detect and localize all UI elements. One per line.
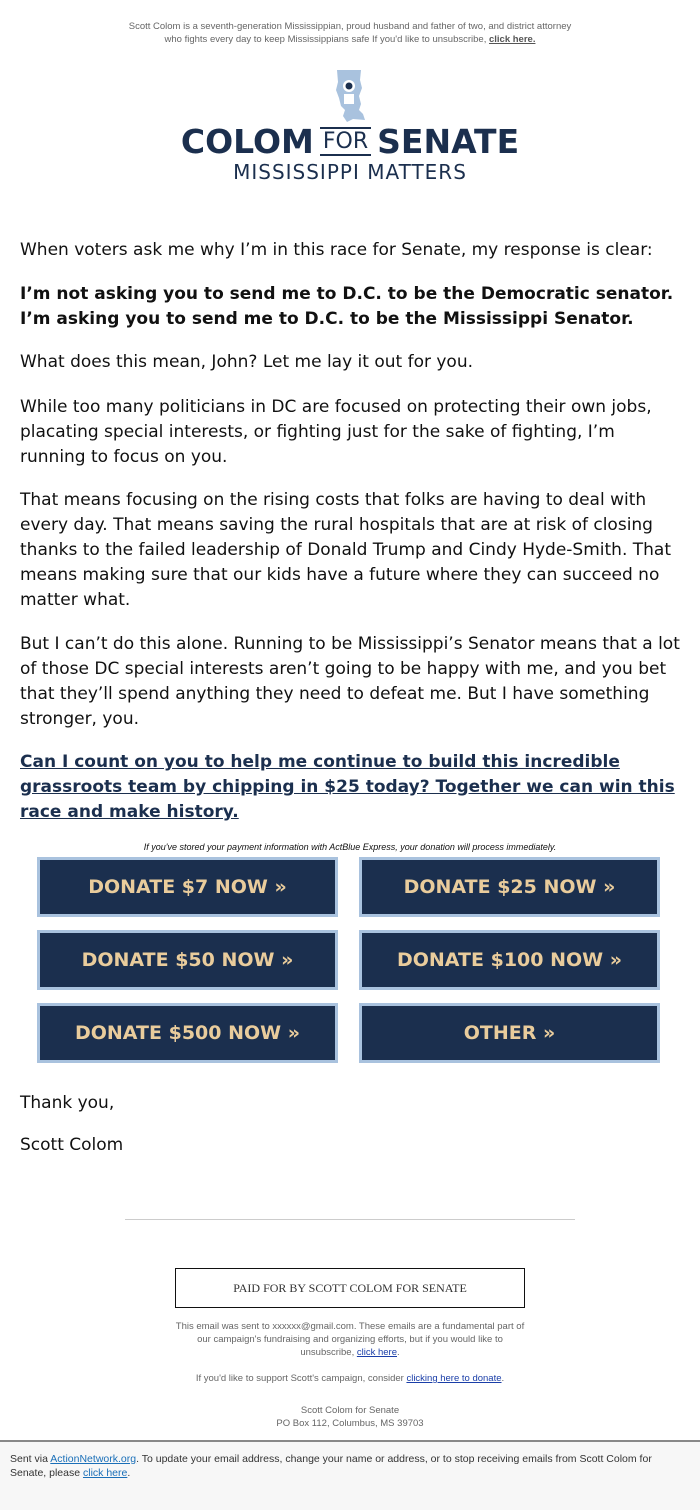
action-network-text: [10, 1452, 690, 1480]
logo-for: FOR: [320, 127, 371, 156]
paid-for-box: PAID FOR BY SCOTT COLOM FOR SENATE: [175, 1268, 525, 1308]
mississippi-state-icon: [333, 70, 367, 122]
footer-org-name: Scott Colom for Senate: [300, 1405, 400, 1416]
logo-senate: SENATE: [377, 122, 520, 161]
signoff-name: Scott Colom: [20, 1135, 124, 1155]
preheader-unsubscribe-link[interactable]: click here.: [488, 34, 536, 45]
paragraph-2-bold: I’m not asking you to send me to D.C. to be the Democratic senator. I’m asking you to send me to D.C. to be the Mississippi Senator.: [20, 284, 674, 329]
bottom-period: .: [127, 1467, 131, 1479]
footer-period: .: [397, 1347, 400, 1358]
signoff-thanks: Thank you,: [20, 1093, 115, 1113]
donate-7-button[interactable]: DONATE $7 NOW »: [37, 857, 338, 917]
action-network-link[interactable]: ActionNetwork.org: [50, 1453, 137, 1465]
donate-25-button[interactable]: DONATE $25 NOW »: [359, 857, 660, 917]
actblue-note: If you've stored your payment information with ActBlue Express, your donation will process immediately.: [143, 842, 557, 852]
preheader: [120, 20, 580, 46]
logo-colom: COLOM: [180, 122, 314, 161]
footer-address-block: [175, 1404, 525, 1430]
footer-donate-link[interactable]: clicking here to donate: [406, 1373, 502, 1384]
footer-org-address: PO Box 112, Columbus, MS 39703: [276, 1418, 424, 1429]
donate-100-button[interactable]: DONATE $100 NOW »: [359, 930, 660, 990]
bottom-prefix: Sent via: [10, 1453, 48, 1465]
bottom-manage-link[interactable]: click here: [82, 1467, 128, 1479]
action-network-footer: [0, 1440, 700, 1510]
donate-500-button[interactable]: DONATE $500 NOW »: [37, 1003, 338, 1063]
logo-title: [0, 122, 700, 161]
footer-support-text: If you'd like to support Scott's campaign, consider: [195, 1373, 404, 1384]
footer-sent-to-text: This email was sent to xxxxxx@gmail.com. These emails are a fundamental part of our campaign's fundraising and organizing efforts, but if you would like to unsubscribe,: [175, 1321, 525, 1358]
cta-paragraph: [20, 750, 682, 825]
footer-period: .: [501, 1373, 505, 1384]
paragraph-4: While too many politicians in DC are focused on protecting their own jobs, placating special interests, or fighting just for the sake of fighting, I’m running to focus on you.: [20, 397, 652, 467]
campaign-logo: [0, 70, 700, 190]
bottom-text: . To update your email address, change your name or address, or to stop receiving emails from Scott Colom for Senate, please: [10, 1453, 652, 1479]
footer-sent-to: [175, 1320, 525, 1359]
donate-50-button[interactable]: DONATE $50 NOW »: [37, 930, 338, 990]
paragraph-1: When voters ask me why I’m in this race for Senate, my response is clear:: [20, 240, 653, 260]
footer-divider: [125, 1219, 575, 1220]
footer-support: [175, 1372, 525, 1385]
paragraph-6: But I can’t do this alone. Running to be Mississippi’s Senator means that a lot of those DC special interests aren’t going to be happy with me, and you bet that they’ll spend anything they need to defeat me. But I have something stronger, you.: [20, 634, 680, 729]
cta-donate-link[interactable]: Can I count on you to help me continue to build this incredible grassroots team by chipping in $25 today? Together we can win this race and make history.: [20, 752, 675, 822]
paragraph-3: What does this mean, John? Let me lay it out for you.: [20, 352, 473, 372]
donate-other-button[interactable]: OTHER »: [359, 1003, 660, 1063]
paragraph-5: That means focusing on the rising costs that folks are having to deal with every day. That means saving the rural hospitals that are at risk of closing thanks to the failed leadership of Donald Trump and Cindy Hyde-Smith. That means making sure that our kids have a future where they can succeed no matter what.: [20, 490, 671, 610]
footer-unsubscribe-link[interactable]: click here: [356, 1347, 397, 1358]
preheader-text: Scott Colom is a seventh-generation Mississippian, proud husband and father of two, and district attorney who fights every day to keep Mississippians safe If you'd like to unsubscribe,: [128, 21, 572, 45]
logo-tagline: MISSISSIPPI MATTERS: [233, 160, 467, 184]
